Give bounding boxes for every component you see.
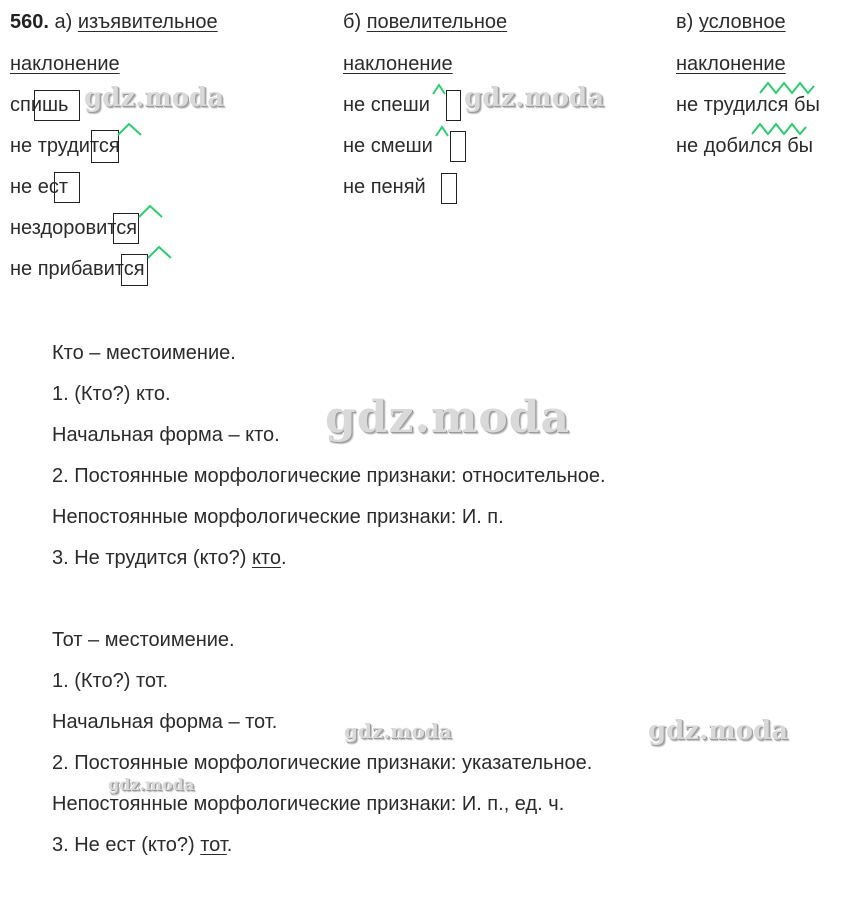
col-c-heading: условное	[698, 11, 786, 33]
watermark: gdz.moda	[108, 775, 195, 794]
step-3-word: кто	[251, 547, 281, 569]
suffix-zigzag-icon	[750, 121, 808, 137]
exercise-header-a	[10, 10, 218, 34]
exercise-header-b	[343, 10, 507, 34]
ending-box	[113, 213, 139, 244]
watermark: gdz.moda	[325, 392, 571, 443]
analysis-step-3	[52, 833, 232, 857]
suffix-arc-icon	[137, 203, 165, 219]
zero-ending-box	[441, 173, 457, 204]
suffix-arc-icon	[434, 124, 450, 138]
col-a-item: спишь	[10, 94, 69, 116]
col-a-marker: а)	[54, 11, 73, 33]
col-a-item: не ест	[10, 176, 69, 198]
col-c-item: не трудился бы	[676, 94, 820, 116]
suffix-arc-icon	[431, 82, 447, 96]
step-3-text: 3. Не ест (кто?)	[52, 834, 201, 856]
step-3-end: .	[281, 547, 287, 569]
analysis-step-1: 1. (Кто?) тот.	[52, 670, 169, 692]
ending-box	[91, 130, 119, 163]
step-3-word: тот	[200, 834, 227, 856]
ending-box	[34, 90, 80, 121]
watermark: gdz.moda	[344, 719, 452, 743]
analysis-variable-features: Непостоянные морфологические признаки: И. п.	[52, 506, 504, 528]
watermark: gdz.moda	[648, 716, 789, 746]
col-c-heading-2: наклонение	[676, 53, 786, 75]
analysis-constant-features: 2. Постоянные морфологические признаки: указательное.	[52, 752, 593, 774]
analysis-variable-features: Непостоянные морфологические признаки: И. п., ед. ч.	[52, 793, 565, 815]
exercise-number: 560.	[10, 11, 49, 33]
step-3-end: .	[226, 834, 233, 856]
col-c-marker: в)	[676, 11, 694, 33]
col-c-item: не добился бы	[676, 135, 814, 157]
ending-box	[121, 254, 148, 286]
analysis-initial-form: Начальная форма – тот.	[52, 711, 278, 733]
suffix-arc-icon	[116, 121, 144, 137]
col-a-heading-2: наклонение	[10, 53, 120, 75]
col-a-item: нездоровится	[10, 217, 138, 239]
analysis-title: Тот – местоимение.	[52, 629, 235, 651]
col-a-item: не трудится	[10, 135, 120, 157]
col-a-heading: изъявительное	[77, 11, 218, 33]
analysis-step-3	[52, 546, 287, 570]
col-b-heading-2: наклонение	[343, 53, 453, 75]
col-b-marker: б)	[343, 11, 362, 33]
zero-ending-box	[446, 90, 461, 121]
watermark: gdz.moda	[464, 83, 605, 113]
analysis-initial-form: Начальная форма – кто.	[52, 424, 280, 446]
col-b-item: не пеняй	[343, 176, 426, 198]
col-b-item: не спеши	[343, 94, 430, 116]
suffix-arc-icon	[146, 244, 174, 260]
col-b-heading: повелительное	[366, 11, 508, 33]
ending-box	[54, 172, 80, 203]
analysis-title: Кто – местоимение.	[52, 342, 236, 364]
col-a-item: не прибавится	[10, 258, 145, 280]
suffix-zigzag-icon	[758, 80, 816, 96]
watermark: gdz.moda	[84, 83, 225, 113]
col-b-item: не смеши	[343, 135, 433, 157]
analysis-step-1: 1. (Кто?) кто.	[52, 383, 171, 405]
exercise-header-c	[676, 10, 786, 34]
zero-ending-box	[450, 131, 466, 162]
analysis-constant-features: 2. Постоянные морфологические признаки: относительное.	[52, 465, 606, 487]
step-3-text: 3. Не трудится (кто?)	[52, 547, 252, 569]
